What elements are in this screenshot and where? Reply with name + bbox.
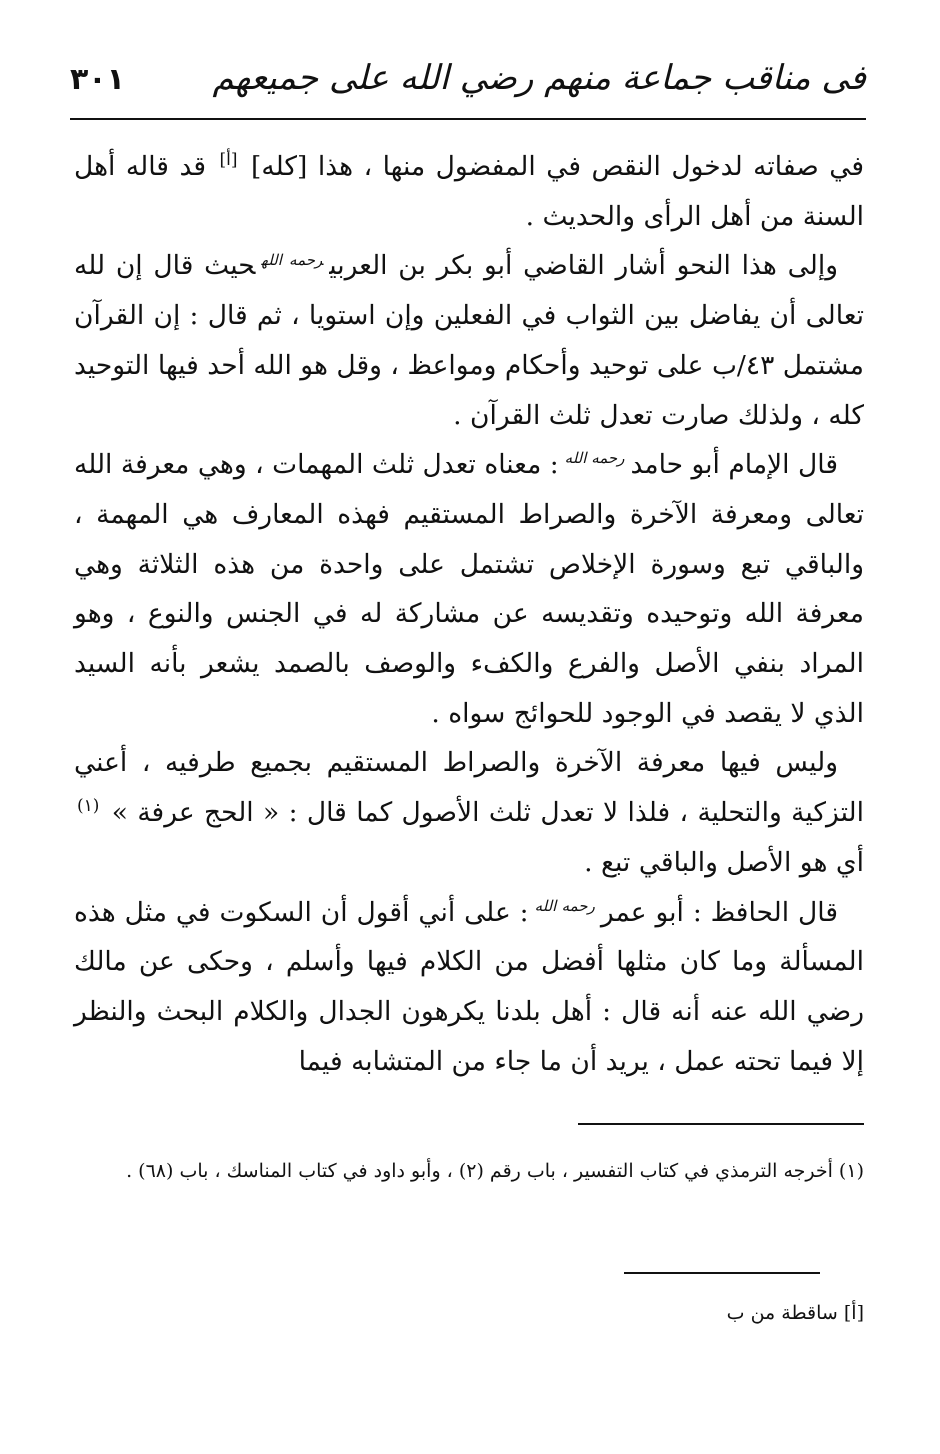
footnote-1-text: (١) أخرجه الترمذي في كتاب التفسير ، باب رقم (٢) ، وأبو داود في كتاب المناسك ، باب (٦٨) . (126, 1160, 864, 1182)
running-head (70, 50, 866, 112)
paragraph-1-text-a: في صفاته لدخول النقص في المفضول منها ، هذا [كله] (240, 151, 864, 182)
footnote-rule (578, 1123, 864, 1125)
manuscript-note (64, 1295, 864, 1331)
paragraph-1 (74, 142, 864, 241)
paragraph-4 (74, 738, 864, 887)
paragraph-3-text-a: قال الإمام أبو حامد (630, 449, 838, 481)
paragraph-3-text-b: : معناه تعدل ثلث المهمات ، وهي معرفة الله تعالى ومعرفة الآخرة والصراط المستقيم فهذه المعارف هي المهمة ، والباقي تبع وسورة الإخلاص تشتمل على واحدة من هذه الثلاثة وهي معرفة الله وتوحيده وتقديسه عن مشاركة له في الجنس والنوع ، وهو المراد بنفي الأصل والفرع والكفء والوصف بالصمد يشعر بأنه السيد الذي لا يقصد في الوجود للحوائج سواه . (74, 449, 864, 729)
honorific-glyph: رحمه الله (534, 896, 595, 915)
manuscript-note-ref: [أ] (219, 150, 238, 171)
running-title: فى مناقب جماعة منهم رضي الله على جميعهم (212, 58, 866, 98)
manuscript-note-rule (624, 1272, 820, 1274)
paragraph-5-text-a: قال الحافظ : أبو عمر (600, 896, 838, 928)
page-number: ٣٠١ (70, 62, 125, 97)
header-rule (70, 118, 866, 120)
paragraph-4-text-b: أي هو الأصل والباقي تبع . (584, 846, 864, 878)
paragraph-2-text-b: حيث قال إن لله تعالى أن يفاضل بين الثواب في الفعلين وإن استويا ، ثم قال : إن القرآن مشتمل ٤٣/ب على توحيد وأحكام ومواعظ ، وقل هو الله أحد فيها التوحيد كله ، ولذلك صارت تعدل ثلث القرآن . (74, 250, 864, 431)
paragraph-2-text-a: وإلى هذا النحو أشار القاضي أبو بكر بن العربي (329, 250, 838, 282)
paragraph-5 (74, 888, 864, 1087)
footnote-ref-1: (١) (77, 796, 100, 817)
paragraph-3 (74, 440, 864, 738)
paragraph-5-text-b: : على أني أقول أن السكوت في مثل هذه المسألة وما كان مثلها أفضل من الكلام فيها وأسلم ، وحكى عن مالك رضي الله عنه أنه قال : أهل بلدنا يكرهون الجدال والكلام البحث والنظر إلا فيما تحته عمل ، يريد أن ما جاء من المتشابه فيما (74, 896, 864, 1077)
footnote-1 (64, 1153, 864, 1190)
paragraph-2 (74, 241, 864, 440)
main-text (74, 142, 864, 1086)
paragraph-4-text-a: وليس فيها معرفة الآخرة والصراط المستقيم بجميع طرفيه ، أعني التزكية والتحلية ، فلذا لا تعدل ثلث الأصول كما قال : « الحج عرفة » (74, 747, 864, 829)
honorific-glyph: رحمه الله (261, 250, 324, 269)
honorific-glyph: رحمه الله (564, 449, 625, 468)
paragraph-1-text-b: قد قاله أهل السنة من أهل الرأى والحديث . (74, 151, 864, 232)
manuscript-note-text: [أ] ساقطة من ب (726, 1302, 864, 1324)
